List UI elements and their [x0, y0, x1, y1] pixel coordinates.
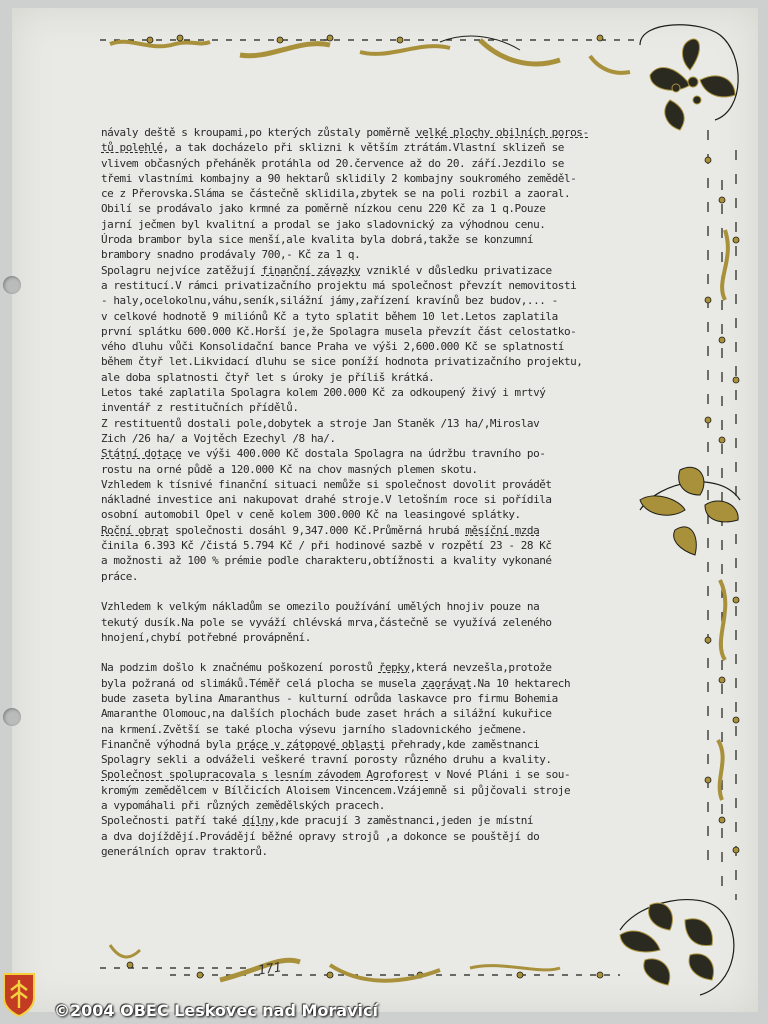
text-span: kromým zemědělcem v Bílčicích Aloisem Vincencem.Vzájemně si půjčovali stroje [101, 783, 571, 797]
text-line [101, 553, 641, 568]
text-line [101, 645, 641, 660]
text-span: .Na 10 hektarech [471, 676, 571, 690]
text-line [101, 813, 641, 828]
text-line [101, 186, 641, 201]
text-span: vlivem občasných přeháněk protáhla od 20.července až do 20. září.Jezdilo se [101, 156, 564, 170]
text-span: vzniklé v důsledku privatizace [360, 263, 552, 277]
text-span: Vzhledem k tísnivé finanční situaci nemůže si společnost dovolit provádět [101, 477, 552, 491]
underlined-text: tů polehlé [101, 141, 163, 155]
text-span: jarní ječmen byl kvalitní a prodal se jako sladovnický za výhodnou cenu. [101, 217, 546, 231]
text-span: Úroda brambor byla sice menší,ale kvalita byla dobrá,takže se konzumní [101, 233, 534, 247]
text-line [101, 278, 641, 293]
text-span: inventář z restitučních přídělů. [101, 401, 299, 415]
text-span: rostu na orné půdě a 120.000 Kč na chov masných plemen skotu. [101, 462, 478, 476]
text-span: třemi vlastními kombajny a 90 hektarů sklidily 2 kombajny soukromého zeměděl- [101, 171, 577, 185]
underlined-text: řepky [378, 661, 410, 675]
text-line [101, 584, 641, 599]
text-line [101, 462, 641, 477]
text-line [101, 737, 641, 752]
text-span: Vzhledem k velkým nákladům se omezilo používání umělých hnojiv pouze na [101, 600, 540, 614]
text-line [101, 201, 641, 216]
text-span: ve výši 400.000 Kč dostala Spolagra na údržbu travního po- [181, 447, 546, 461]
text-span: ale doba splatnosti čtyř let s úroky je příliš krátká. [101, 370, 435, 384]
text-line [101, 844, 641, 859]
text-line [101, 492, 641, 507]
text-line [101, 416, 641, 431]
text-span: návaly deště s kroupami,po kterých zůstaly poměrně [101, 126, 416, 139]
text-span: tekutý dusík.Na pole se vyváží chlévská mrva,částečně se využívá zeleného [101, 615, 552, 629]
text-span: přehrady,kde zaměstnanci [384, 737, 540, 751]
text-span: Spolagru nejvíce zatěžují [101, 263, 262, 277]
text-span: na krmení.Zvětší se také plocha výsevu jarního sladovnického ječmene. [101, 722, 527, 736]
text-line [101, 324, 641, 339]
page-number: 171 [257, 960, 283, 979]
text-line [101, 232, 641, 247]
text-span: byla požraná od slimáků.Téměř celá plocha se musela [101, 676, 422, 690]
text-line [101, 400, 641, 415]
text-line [101, 156, 641, 171]
text-span: ,kde pracují 3 zaměstnanci,jeden je místní [273, 814, 534, 828]
text-span: generálních oprav traktorů. [101, 844, 268, 858]
text-line [101, 171, 641, 186]
text-span: osobní automobil Opel v ceně kolem 300.000 Kč na leasingové splátky. [101, 508, 521, 522]
underlined-text: Společnost spolupracovala s lesním závodem Agroforest [101, 768, 429, 782]
underlined-text: Roční obrat [101, 523, 169, 537]
text-span: první splátku 600.000 Kč.Horší je,že Spolagra musela převzít část celostatko- [101, 324, 577, 338]
text-line [101, 507, 641, 522]
text-span: Letos také zaplatila Spolagra kolem 200.000 Kč za odkoupený živý i mrtvý [101, 386, 546, 400]
text-line [101, 630, 641, 645]
text-line [101, 247, 641, 262]
text-line [101, 569, 641, 584]
underlined-text: finanční závazky [261, 263, 361, 277]
coat-of-arms-icon [2, 972, 36, 1018]
text-span: společnosti dosáhl 9,347.000 Kč.Průměrná hrubá [168, 523, 466, 537]
text-span: ce z Přerovska.Sláma se částečně sklidila,zbytek se na poli rozbil a zaoral. [101, 187, 571, 201]
text-span: Zich /26 ha/ a Vojtěch Ezechyl /8 ha/. [101, 431, 336, 445]
text-line [101, 722, 641, 737]
text-span: činila 6.393 Kč /čistá 5.794 Kč / při hodinové sazbě v rozpětí 23 - 28 Kč [101, 539, 552, 553]
text-line [101, 339, 641, 354]
text-line [101, 752, 641, 767]
text-line [101, 477, 641, 492]
text-line [101, 599, 641, 614]
underlined-text: Státní dotace [101, 447, 182, 461]
text-span: nákladné investice ani nakupovat drahé stroje.V letošním roce si pořídila [101, 493, 552, 507]
text-span: Společnosti patří také [101, 814, 243, 828]
text-span: vého dluhu vůči Konsolidační bance Praha ve výši 2,600.000 Kč se splatností [101, 340, 564, 354]
footer [0, 998, 768, 1024]
text-span: ,která nevzešla,protože [409, 661, 552, 675]
text-line [101, 615, 641, 630]
text-line [101, 385, 641, 400]
text-line [101, 691, 641, 706]
text-span: Na podzim došlo k značnému poškození porostů [101, 661, 379, 675]
text-line [101, 217, 641, 232]
text-span: hnojení,chybí potřebné provápnění. [101, 630, 311, 644]
document-body [101, 125, 641, 859]
text-span: v Nové Pláni i se sou- [428, 768, 571, 782]
text-line [101, 538, 641, 553]
text-span: během čtyř let.Likvidací dluhu se sice poníží hodnota privatizačního projektu, [101, 355, 583, 369]
text-line [101, 676, 641, 691]
text-line [101, 783, 641, 798]
text-span: a možnosti až 100 % prémie podle charakteru,obtížnosti a kvality vykonané [101, 554, 552, 568]
text-span: práce. [101, 569, 139, 583]
text-span: bude zaseta bylina Amaranthus - kulturní odrůda laskavce pro firmu Bohemia [101, 691, 558, 705]
text-span: - haly,ocelokolnu,váhu,seník,silážní jámy,zařízení kravínů bez budov,... - [101, 294, 558, 308]
text-span: Spolagry sekli a odváželi veškeré travní porosty různého druhu a kvality. [101, 753, 552, 767]
text-line [101, 523, 641, 538]
text-line [101, 354, 641, 369]
text-span: a restitucí.V rámci privatizačního projektu má společnost převzít nemovitosti [101, 278, 577, 292]
underlined-text: měsíční mzda [465, 523, 540, 537]
text-span: , a tak docházelo při sklizni k větším ztrátám.Vlastní sklizeň se [162, 141, 564, 155]
underlined-text: práce v zátopové oblasti [236, 737, 385, 751]
underlined-text: zaorávat [421, 676, 472, 690]
text-line [101, 706, 641, 721]
text-line [101, 829, 641, 844]
text-line [101, 263, 641, 278]
text-span: v celkové hodnotě 9 miliónů Kč a tyto splatit během 10 let.Letos zaplatila [101, 309, 558, 323]
text-line [101, 140, 641, 155]
text-span: brambory snadno prodávaly 700,- Kč za 1 q. [101, 248, 361, 262]
text-line [101, 767, 641, 782]
text-line [101, 798, 641, 813]
text-line [101, 309, 641, 324]
underlined-text: dílny [242, 814, 274, 828]
text-span: Z restituentů dostali pole,dobytek a stroje Jan Staněk /13 ha/,Miroslav [101, 416, 540, 430]
text-line [101, 370, 641, 385]
underlined-text: velké plochy obilních poros- [415, 126, 589, 139]
text-span: Finančně výhodná byla [101, 737, 237, 751]
text-span: Amaranthe Olomouc,na dalších plochách bude zaset hrách a silážní kukuřice [101, 707, 552, 721]
text-span: a dva dojíždějí.Provádějí běžné opravy strojů ,a dokonce se pouštějí do [101, 829, 540, 843]
text-span: a vypomáhali při různých zemědělských pracech. [101, 799, 385, 813]
text-line [101, 660, 641, 675]
text-line [101, 293, 641, 308]
copyright-text: ©2004 OBEC Leskovec nad Moravicí [54, 1001, 378, 1020]
text-line [101, 125, 641, 140]
text-line [101, 446, 641, 461]
text-line [101, 431, 641, 446]
text-span: Obilí se prodávalo jako krmné za poměrně nízkou cenu 220 Kč za 1 q.Pouze [101, 202, 546, 216]
